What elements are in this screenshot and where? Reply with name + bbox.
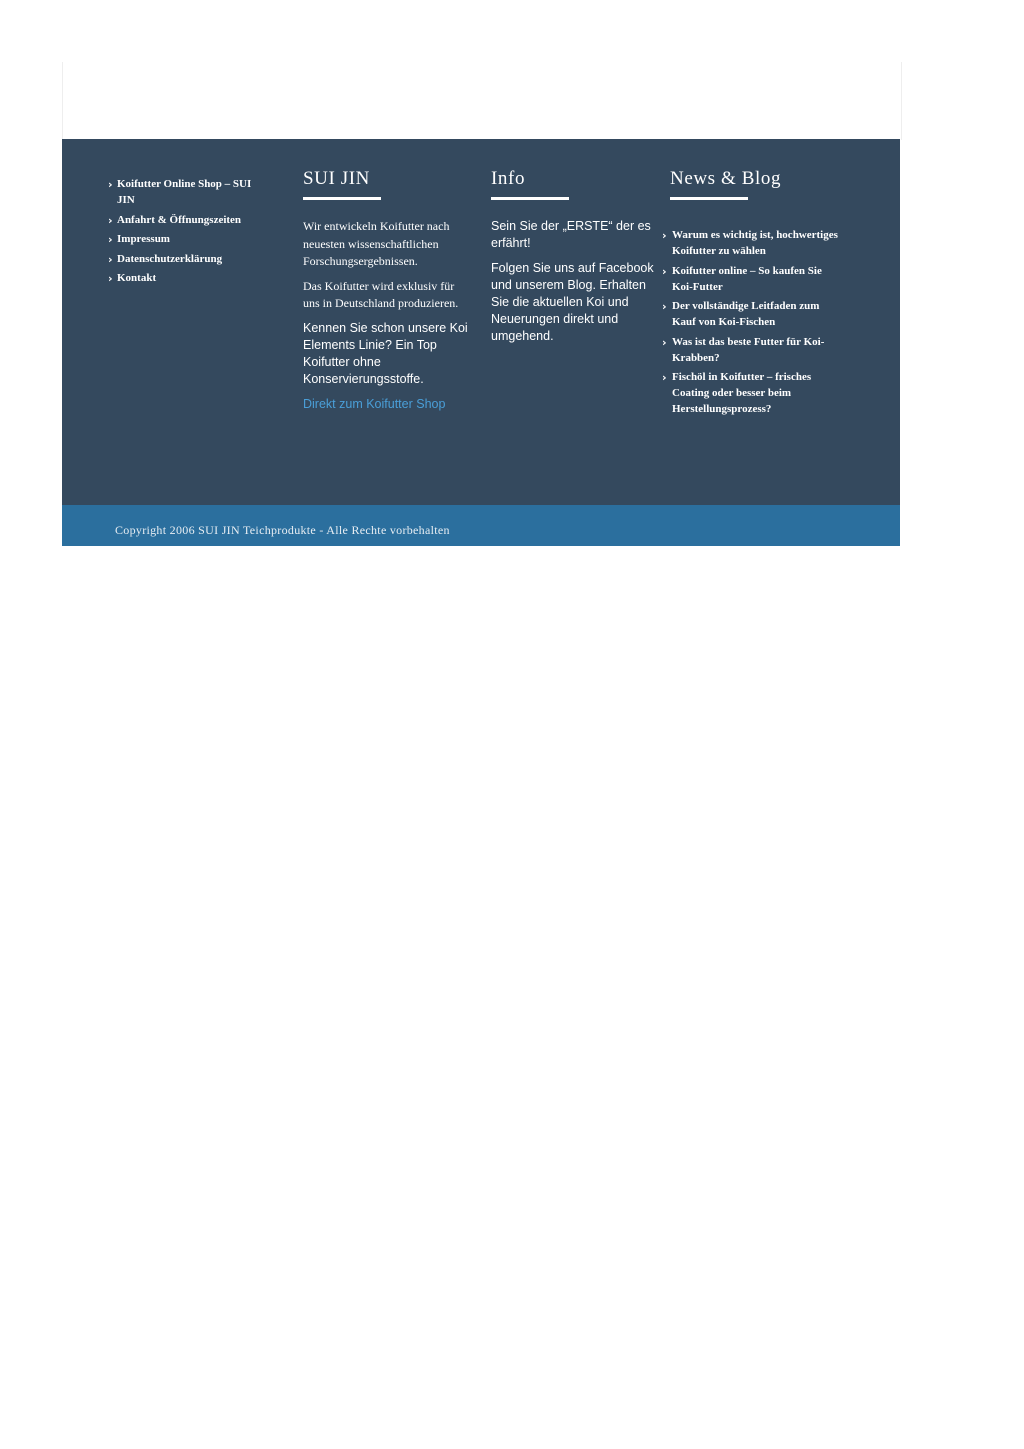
news-item-label: Der vollständige Leitfaden zum Kauf von Koi-Fischen xyxy=(672,300,820,328)
news-item-label: Fischöl in Koifutter – frisches Coating oder besser beim Herstellungsprozess? xyxy=(672,371,812,415)
footer-link-label: Kontakt xyxy=(117,272,157,284)
suijin-paragraph-3: Kennen Sie schon unsere Koi Elements Linie? Ein Top Koifutter ohne Konservierungsstoffe. xyxy=(303,320,468,386)
info-paragraph-2: Folgen Sie uns auf Facebook und unserem Blog. Erhalten Sie die aktuellen Koi und Neuerungen direkt und umgehend. xyxy=(491,261,654,343)
news-item-label: Koifutter online – So kaufen Sie Koi-Futter xyxy=(672,264,822,293)
widget-info xyxy=(491,167,661,345)
chevron-right-icon: › xyxy=(108,178,113,191)
footer-link-label: Koifutter Online Shop – SUI JIN xyxy=(117,178,252,206)
widget-news xyxy=(662,167,840,421)
footer-link-impressum[interactable] xyxy=(108,231,258,247)
footer-link-label: Datenschutzerklärung xyxy=(117,252,223,265)
news-list xyxy=(662,227,840,417)
chevron-right-icon: › xyxy=(662,229,667,242)
chevron-right-icon: › xyxy=(108,272,113,285)
widget-title-suijin: SUI JIN xyxy=(303,168,371,189)
title-underline xyxy=(303,197,381,200)
news-item[interactable] xyxy=(662,298,840,330)
footer-menu-list xyxy=(108,176,258,286)
news-item[interactable] xyxy=(662,227,840,259)
chevron-right-icon: › xyxy=(108,233,113,246)
news-item[interactable] xyxy=(662,369,840,417)
footer-link-kontakt[interactable] xyxy=(108,270,258,286)
title-underline xyxy=(670,197,748,200)
news-item[interactable] xyxy=(662,334,840,366)
widget-title-news: News & Blog xyxy=(670,168,782,189)
news-item-label: Warum es wichtig ist, hochwertiges Koifutter zu wählen xyxy=(672,229,838,257)
suijin-paragraph-2: Das Koifutter wird exklusiv für uns in Deutschland produzieren. xyxy=(303,278,459,310)
footer-link-label: Impressum xyxy=(117,233,170,245)
widget-title-info: Info xyxy=(491,168,526,189)
chevron-right-icon: › xyxy=(662,335,667,349)
copyright-bar xyxy=(62,505,900,546)
footer-menu xyxy=(108,176,258,290)
shop-link[interactable]: Direkt zum Koifutter Shop xyxy=(303,396,446,411)
news-item-label: Was ist das beste Futter für Koi-Krabben? xyxy=(672,335,825,364)
chevron-right-icon: › xyxy=(662,371,667,384)
page-content-area xyxy=(62,62,902,140)
chevron-right-icon: › xyxy=(662,300,667,313)
footer-link-shop[interactable] xyxy=(108,176,258,208)
chevron-right-icon: › xyxy=(108,213,113,227)
footer-link-label: Anfahrt & Öffnungszeiten xyxy=(117,213,242,226)
suijin-paragraph-1: Wir entwickeln Koifutter nach neuesten wissenschaftlichen Forschungsergebnissen. xyxy=(303,219,450,268)
chevron-right-icon: › xyxy=(662,264,667,278)
footer-link-anfahrt[interactable] xyxy=(108,212,258,228)
footer-link-datenschutz[interactable] xyxy=(108,251,258,267)
copyright-text: Copyright 2006 SUI JIN Teichprodukte - Alle Rechte vorbehalten xyxy=(115,523,450,537)
chevron-right-icon: › xyxy=(108,252,113,266)
footer-widgets xyxy=(62,139,900,505)
info-paragraph-1: Sein Sie der „ERSTE“ der es erfährt! xyxy=(491,219,651,250)
news-item[interactable] xyxy=(662,263,840,295)
title-underline xyxy=(491,197,569,200)
widget-suijin xyxy=(303,167,471,411)
